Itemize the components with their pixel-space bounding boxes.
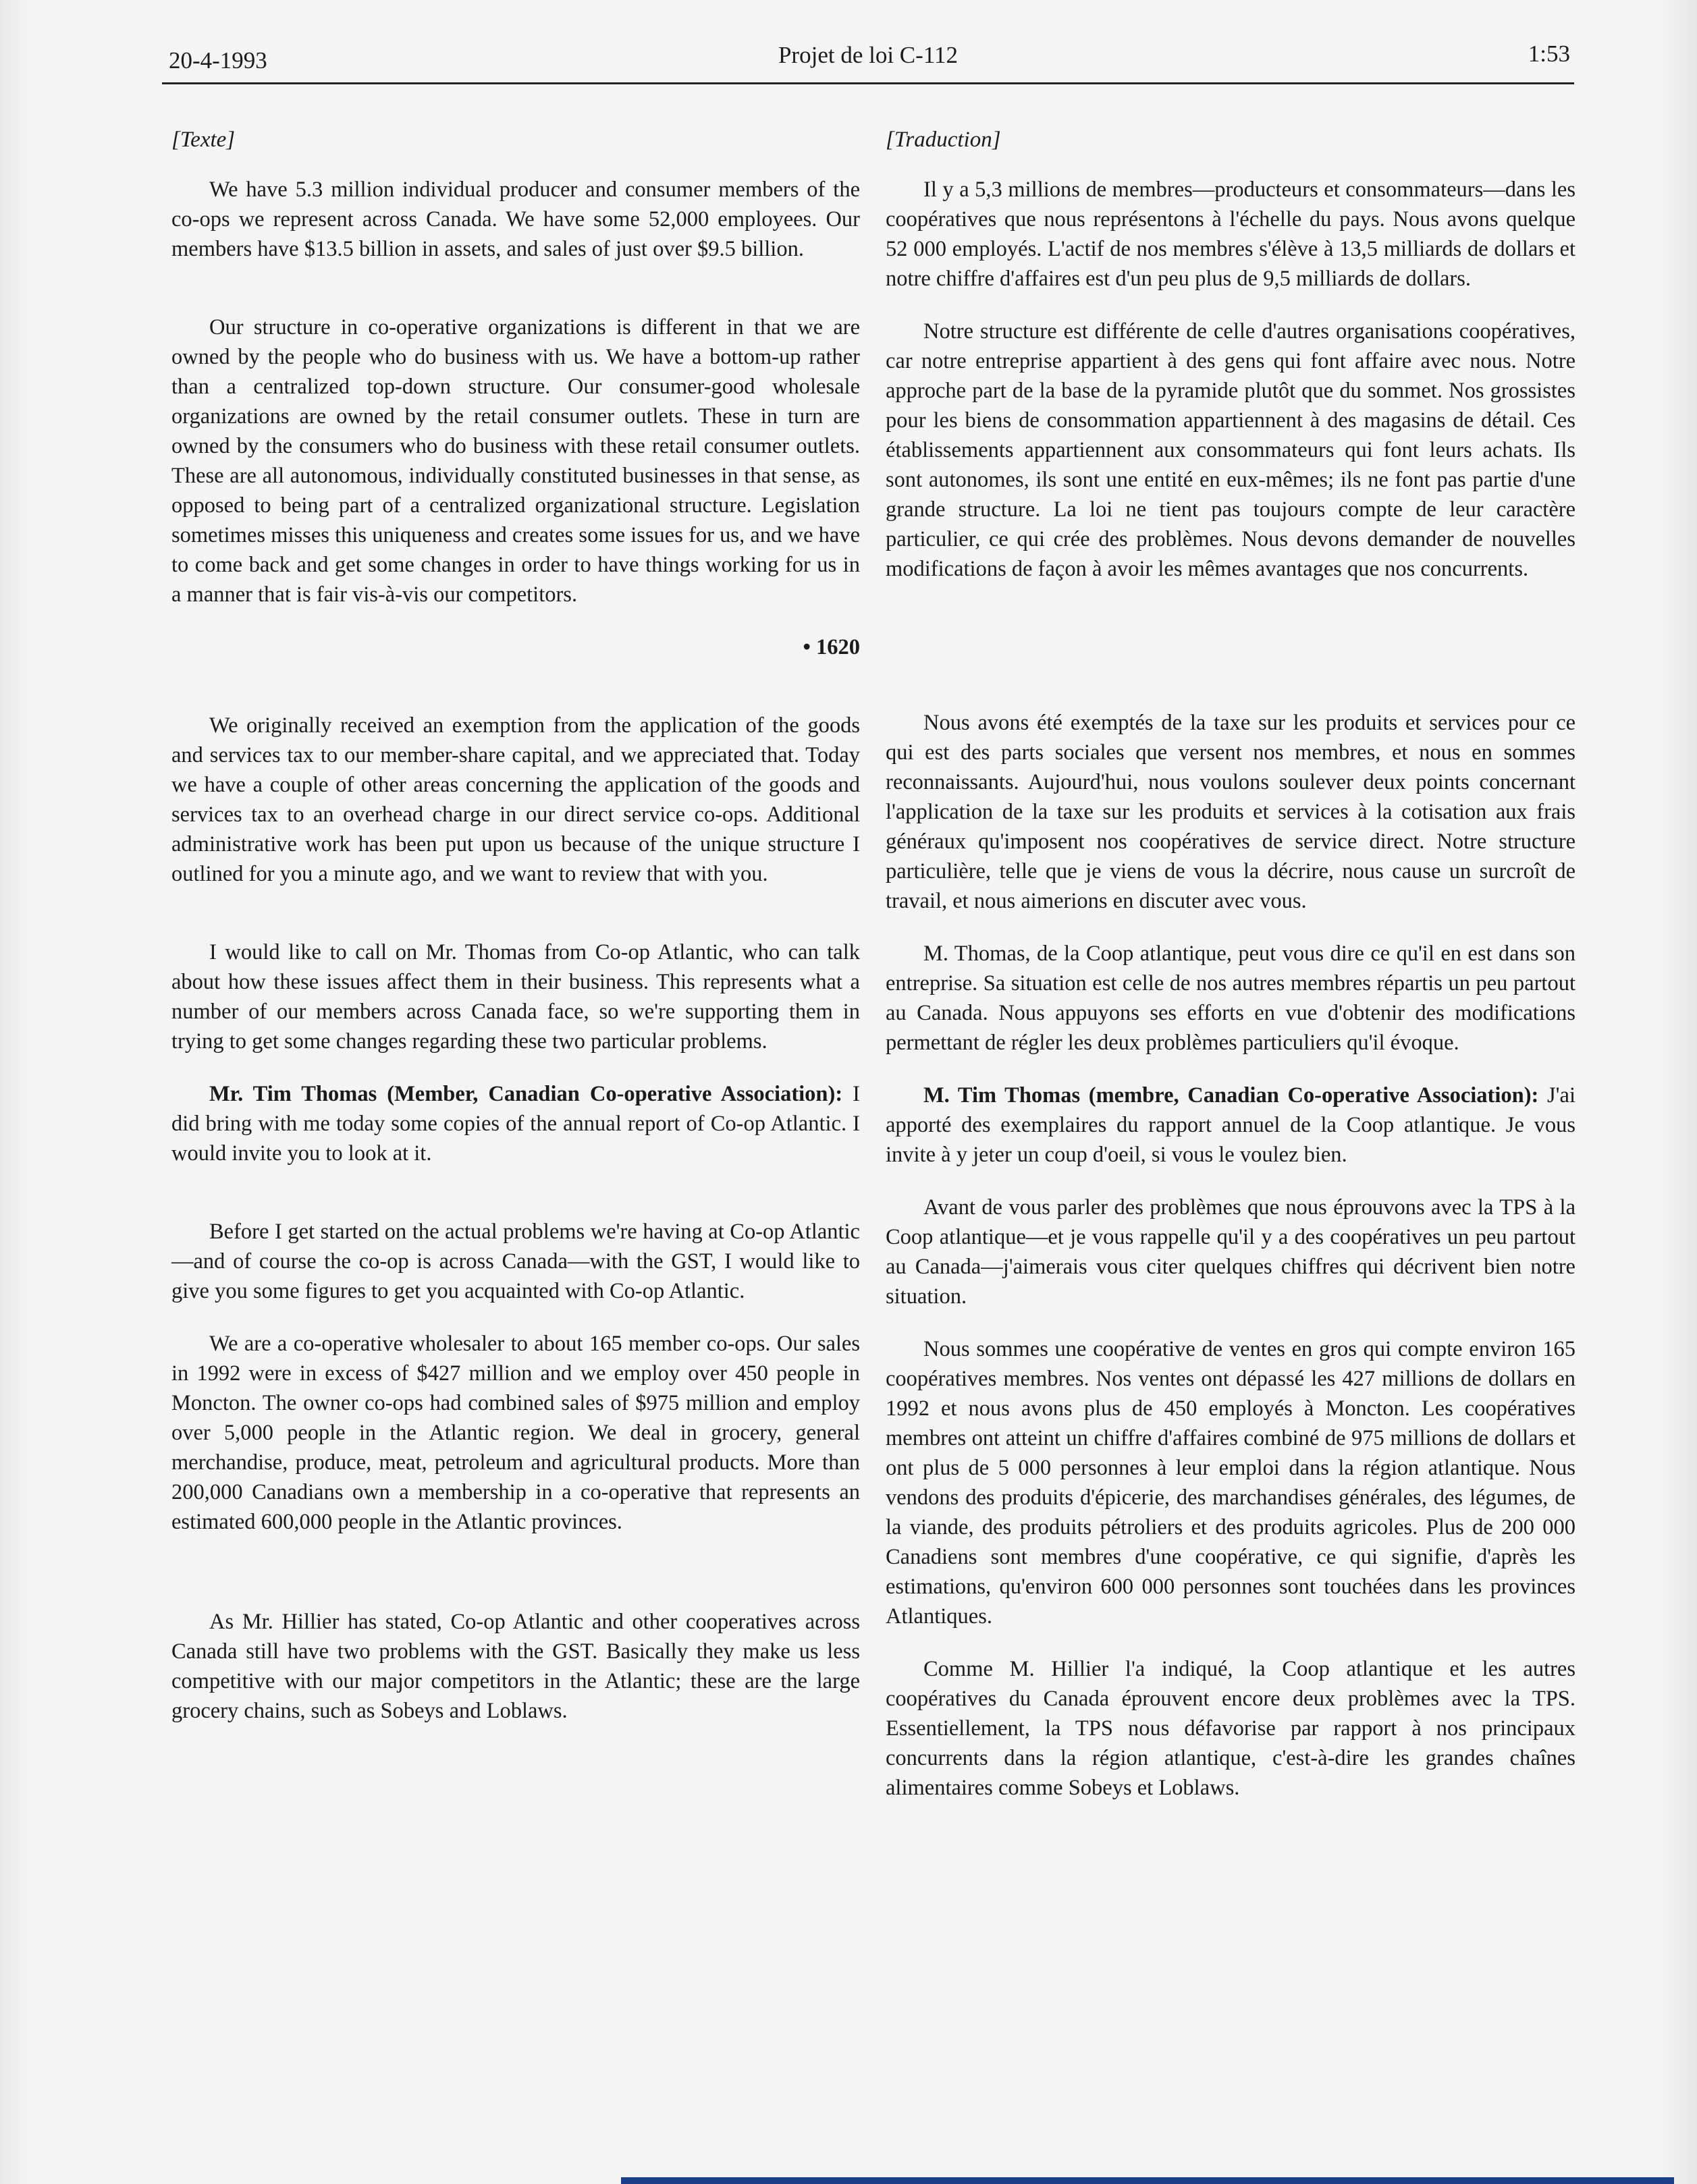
page-header — [162, 39, 1574, 84]
english-paragraph-4: I would like to call on Mr. Thomas from Co-op Atlantic, who can talk about how these issues affect them in their business. This represents what a number of our members across Canada face, so we're supporting them in trying to get some changes regarding these two particular problems. — [171, 940, 860, 1054]
english-paragraph-5 — [171, 1079, 860, 1168]
french-label: [Traduction] — [886, 128, 1001, 152]
spacer — [171, 912, 860, 937]
english-paragraph-6: Before I get started on the actual problems we're having at Co-op Atlantic—and of course the co-op is across Canada—with the GST, I would like to give you some figures to get you acquainted with Co-op Atlantic. — [171, 1220, 860, 1303]
spacer — [171, 287, 860, 312]
time-marker: • 1620 — [803, 635, 860, 659]
english-paragraph-7: We are a co-operative wholesaler to about 165 member co-ops. Our sales in 1992 were in excess of $427 million and we employ over 450 people in Moncton. The owner co-ops had combined sales of $975 million and employ over 5,000 people in the Atlantic region. We deal in grocery, general merchandise, produce, meat, petroleum and agricultural products. More than 200,000 Canadians own a membership in a co-operative that represents an estimated 600,000 people in the Atlantic provinces. — [171, 1332, 860, 1534]
spacer — [171, 1191, 860, 1217]
spacer — [171, 1560, 860, 1607]
english-column — [171, 125, 860, 1749]
french-paragraph-6: Avant de vous parler des problèmes que nous éprouvons avec la TPS à la Coop atlantique—et je vous rappelle qu'il y a des coopératives un peu partout au Canada—j'aimerais vous citer quelques chiffres qui décrivent bien notre situation. — [886, 1195, 1575, 1309]
english-paragraph-1: We have 5.3 million individual producer and consumer members of the co-ops we represent across Canada. We have some 52,000 employees. Our members have $13.5 billion in assets, and sales of just over $9.5 billion. — [171, 178, 860, 261]
french-paragraph-2: Notre structure est différente de celle d'autres organisations coopératives, car notre entreprise appartient à des gens qui font affaire avec nous. Notre approche part de la base de la pyramide plutôt que du sommet. Nos grossistes pour les biens de consommation appartiennent à des magasins de détail. Ces établissements appartiennent aux consommateurs qui font leurs achats. Ils sont autonomes, ils sont une entité en eux-mêmes; ils ne font pas partie d'une grande structure. La loi ne tient pas toujours compte de leur caractère particulier, ce qui crée des problèmes. Nous devons demander de nouvelles modifications de façon à avoir les mêmes avantages que nos concurrents. — [886, 319, 1575, 581]
french-column — [886, 125, 1575, 1826]
english-paragraph-8: As Mr. Hillier has stated, Co-op Atlantic and other cooperatives across Canada still have two problems with the GST. Basically they make us less competitive with our major competitors in the Atlantic; these are the large grocery chains, such as Sobeys and Loblaws. — [171, 1610, 860, 1723]
french-paragraph-1: Il y a 5,3 millions de membres—producteurs et consommateurs—dans les coopératives que nous représentons à l'échelle du pays. Nous avons quelque 52 000 employés. L'actif de nos membres s'élève à 13,5 milliards de dollars et notre chiffre d'affaires est d'un peu plus de 9,5 milliards de dollars. — [886, 178, 1575, 291]
header-title: Projet de loi C-112 — [778, 42, 959, 68]
english-label: [Texte] — [171, 128, 236, 152]
spacer — [886, 607, 1575, 708]
header-page-number: 1:53 — [1528, 40, 1570, 67]
french-paragraph-8: Comme M. Hillier l'a indiqué, la Coop atlantique et les autres coopératives du Canada éprouvent encore deux problèmes avec la TPS. Essentiellement, la TPS nous défavorise par rapport à nos principaux concurrents dans la région atlantique, c'est-à-dire les grandes chaînes alimentaires comme Sobeys et Loblaws. — [886, 1657, 1575, 1800]
english-speaker-name: Mr. Tim Thomas (Member, Canadian Co-operative Association): — [209, 1082, 843, 1106]
french-speaker-text: J'ai apporté des exemplaires du rapport annuel de la Coop atlantique. Je vous invite à y jeter un coup d'oeil, si vous le voulez bien. — [886, 1083, 1575, 1167]
scan-edge-bar — [621, 2177, 1674, 2184]
french-paragraph-3: Nous avons été exemptés de la taxe sur les produits et services pour ce qui est des parts sociales que versent nos membres, et nous en sommes reconnaissants. Aujourd'hui, nous voulons soulever deux points concernant l'application de la taxe sur les produits et services à la cotisation aux frais généraux qu'imposent nos coopératives de service direct. Notre structure particulière, telle que je viens de vous la décrire, nous cause un surcroît de travail, et nous aimerions en discuter avec vous. — [886, 711, 1575, 913]
french-paragraph-5 — [886, 1081, 1575, 1170]
header-date: 20-4-1993 — [169, 47, 267, 74]
english-paragraph-2: Our structure in co-operative organizations is different in that we are owned by the people who do business with us. We have a bottom-up rather than a centralized top-down structure. Our consumer-good wholesale organizations are owned by the retail consumer outlets. These in turn are owned by the consumers who do business with these retail consumer outlets. These are all autonomous, individually constituted businesses in that sense, as opposed to being part of a centralized organizational structure. Legislation sometimes misses this uniqueness and creates some issues for us, and we have to come back and get some changes in order to have things working for us in a manner that is fair vis-à-vis our competitors. — [171, 315, 860, 607]
french-speaker-name: M. Tim Thomas (membre, Canadian Co-operative Association): — [923, 1083, 1539, 1108]
french-paragraph-7: Nous sommes une coopérative de ventes en gros qui compte environ 165 coopératives membres. Nos ventes ont dépassé les 427 millions de dollars en 1992 et nous avons plus de 450 employés à Moncton. Les coopératives membres ont atteint un chiffre d'affaires combiné de 975 millions de dollars et ont plus de 5 000 personnes à leur emploi dans la région atlantique. Nous vendons des produits d'épicerie, des marchandises générales, des légumes, de la viande, des produits pétroliers et des produits agricoles. Plus de 200 000 Canadiens sont membres d'une coopérative, ce qui signifie, d'après les estimations, qu'environ 600 000 personnes sont touchées dans les provinces Atlantiques. — [886, 1337, 1575, 1629]
english-paragraph-3: We originally received an exemption from the application of the goods and services tax to our member-share capital, and we appreciated that. Today we have a couple of other areas concerning the application of the goods and services tax to an overhead charge in our direct service co-ops. Additional administrative work has been put upon us because of the unique structure I outlined for you a minute ago, and we want to review that with you. — [171, 713, 860, 886]
english-speaker-text: I did bring with me today some copies of the annual report of Co-op Atlantic. I would invite you to look at it. — [171, 1082, 861, 1166]
french-paragraph-4: M. Thomas, de la Coop atlantique, peut vous dire ce qu'il en est dans son entreprise. Sa situation est celle de nos autres membres répartis un peu partout au Canada. Nous appuyons ses efforts en vue d'obtenir des modifications permettant de régler les deux problèmes particuliers qu'il évoque. — [886, 941, 1575, 1055]
